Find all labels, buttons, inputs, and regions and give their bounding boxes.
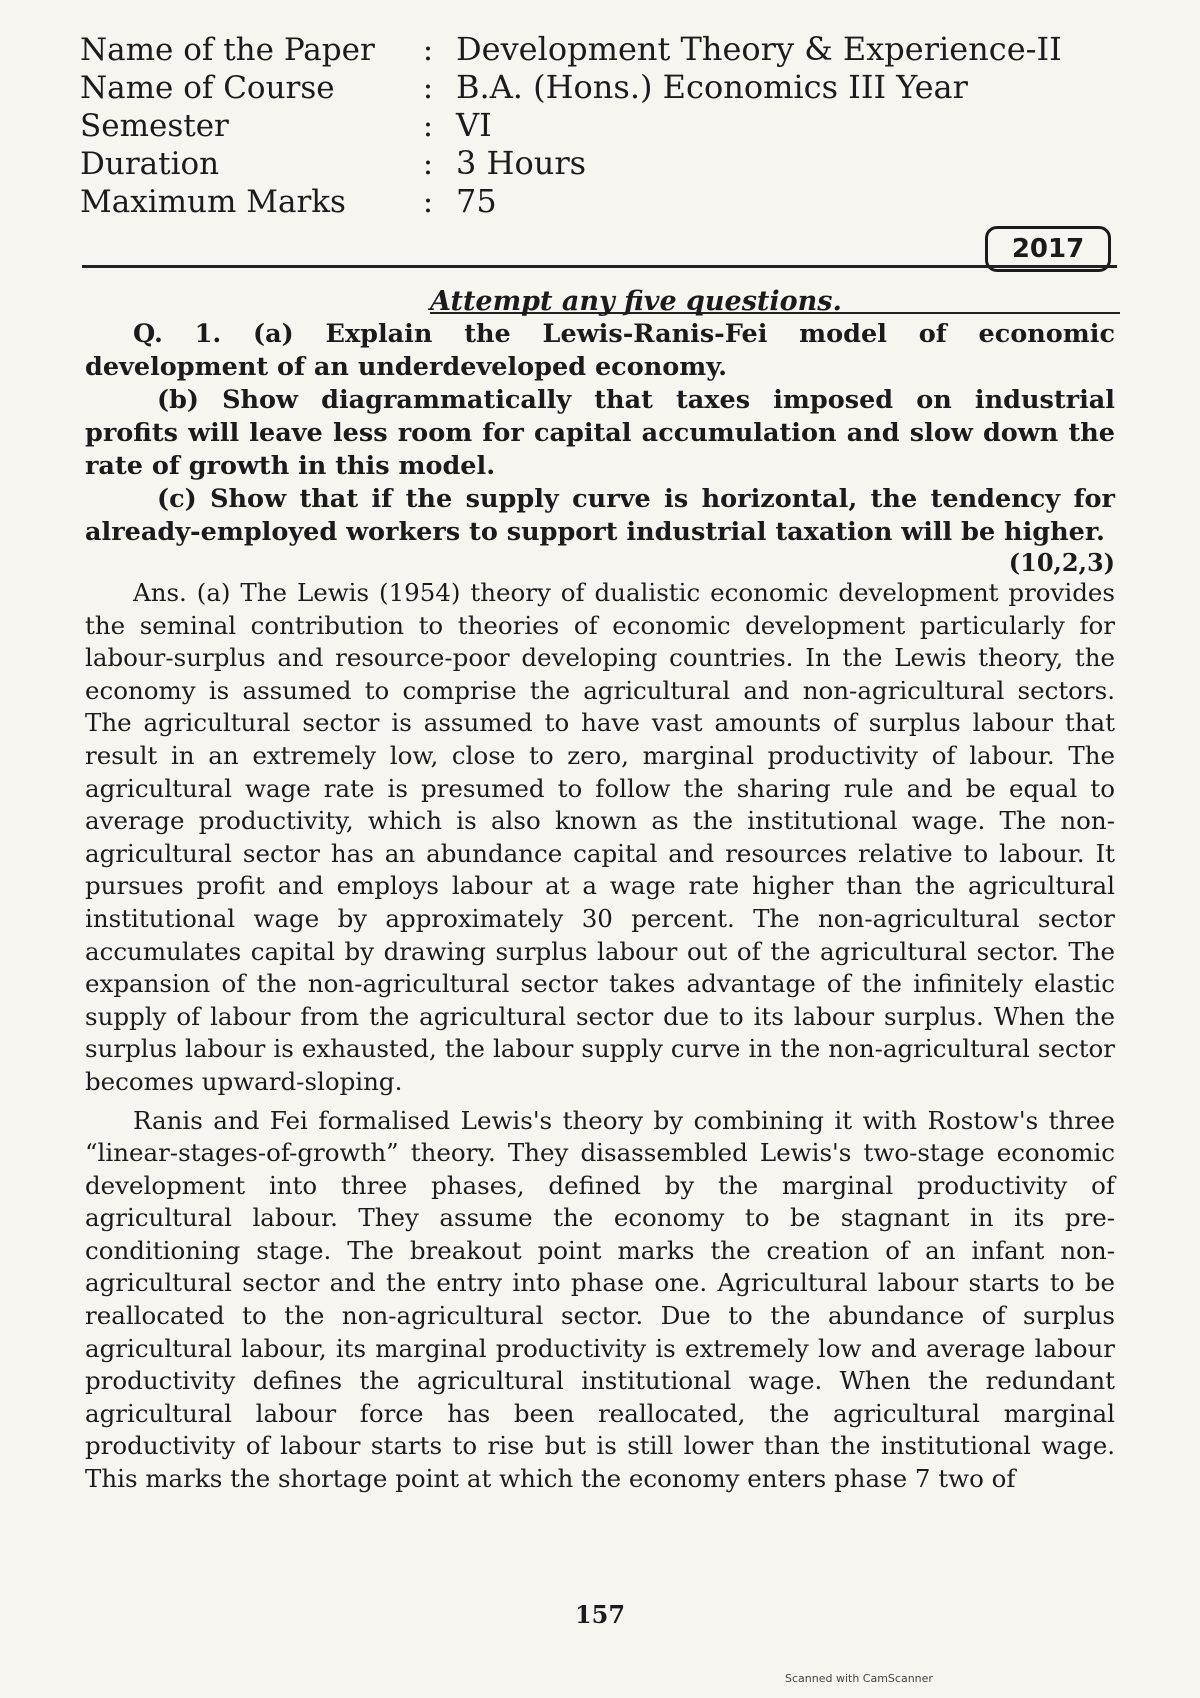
paper-name-label: Name of the Paper bbox=[80, 32, 375, 68]
year-badge: 2017 bbox=[985, 226, 1111, 272]
semester-value: VI bbox=[456, 106, 492, 144]
paper-details bbox=[80, 30, 1100, 220]
separator: : bbox=[422, 146, 434, 182]
separator: : bbox=[422, 184, 434, 220]
maximum-marks-row bbox=[80, 182, 1100, 220]
question-part-a: Q. 1. (a) Explain the Lewis-Ranis-Fei model of economic development of an underdeveloped economy. bbox=[85, 319, 1115, 382]
question-answer-body bbox=[85, 318, 1115, 1496]
duration-value: 3 Hours bbox=[456, 144, 587, 182]
course-name-value: B.A. (Hons.) Economics III Year bbox=[456, 68, 968, 106]
semester-row bbox=[80, 106, 1100, 144]
maximum-marks-label: Maximum Marks bbox=[80, 184, 346, 220]
question-block bbox=[85, 318, 1115, 549]
question-part-b: (b) Show diagrammatically that taxes imposed on industrial profits will leave less room for capital accumulation and slow down the rate of growth in this model. bbox=[85, 385, 1115, 481]
paper-name-row bbox=[80, 30, 1100, 68]
separator: : bbox=[422, 32, 434, 68]
paper-name-value: Development Theory & Experience-II bbox=[456, 30, 1062, 68]
page-number: 157 bbox=[574, 1600, 626, 1629]
separator: : bbox=[422, 70, 434, 106]
question-part-c: (c) Show that if the supply curve is horizontal, the tendency for already-employed workers to support industrial taxation will be higher. bbox=[85, 484, 1115, 547]
semester-label: Semester bbox=[80, 108, 229, 144]
course-name-row bbox=[80, 68, 1100, 106]
maximum-marks-value: 75 bbox=[456, 182, 497, 220]
separator: : bbox=[422, 108, 434, 144]
course-name-label: Name of Course bbox=[80, 70, 335, 106]
marks-allocation: (10,2,3) bbox=[1008, 548, 1115, 577]
answer-paragraph: Ans. (a) The Lewis (1954) theory of dualistic economic development provides the seminal contribution to theories of economic development particularly for labour-surplus and resource-poor developing countries. In the Lewis theory, the economy is assumed to comprise the agricultural and non-agricultural sectors. The agricultural sector is assumed to have vast amounts of surplus labour that result in an extremely low, close to zero, marginal productivity of labour. The agricultural wage rate is presumed to follow the sharing rule and be equal to average productivity, which is also known as the institutional wage. The non-agricultural sector has an abundance capital and resources relative to labour. It pursues profit and employs labour at a wage rate higher than the agricultural institutional wage by approximately 30 percent. The non-agricultural sector accumulates capital by drawing surplus labour out of the agricultural sector. The expansion of the non-agricultural sector takes advantage of the infinitely elastic supply of labour from the agricultural sector due to its labour surplus. When the surplus labour is exhausted, the labour supply curve in the non-agricultural sector becomes upward-sloping. bbox=[85, 578, 1115, 1096]
scanner-watermark: Scanned with CamScanner bbox=[785, 1672, 933, 1685]
answer-paragraph: Ranis and Fei formalised Lewis's theory by combining it with Rostow's three “linear-stages-of-growth” theory. They disassembled Lewis's two-stage economic development into three phases, defined by the marginal productivity of agricultural labour. They assume the economy to be stagnant in its pre-conditioning stage. The breakout point marks the creation of an infant non-agricultural sector and the entry into phase one. Agricultural labour starts to be reallocated to the non-agricultural sector. Due to the abundance of surplus agricultural labour, its marginal productivity is extremely low and average labour productivity defines the agricultural institutional wage. When the redundant agricultural labour force has been reallocated, the agricultural marginal productivity of labour starts to rise but is still lower than the institutional wage. This marks the shortage point at which the economy enters phase 7 two of bbox=[85, 1105, 1115, 1494]
duration-label: Duration bbox=[80, 146, 220, 182]
instructions: Attempt any five questions. bbox=[430, 286, 842, 317]
divider-line bbox=[82, 265, 1117, 268]
duration-row bbox=[80, 144, 1100, 182]
